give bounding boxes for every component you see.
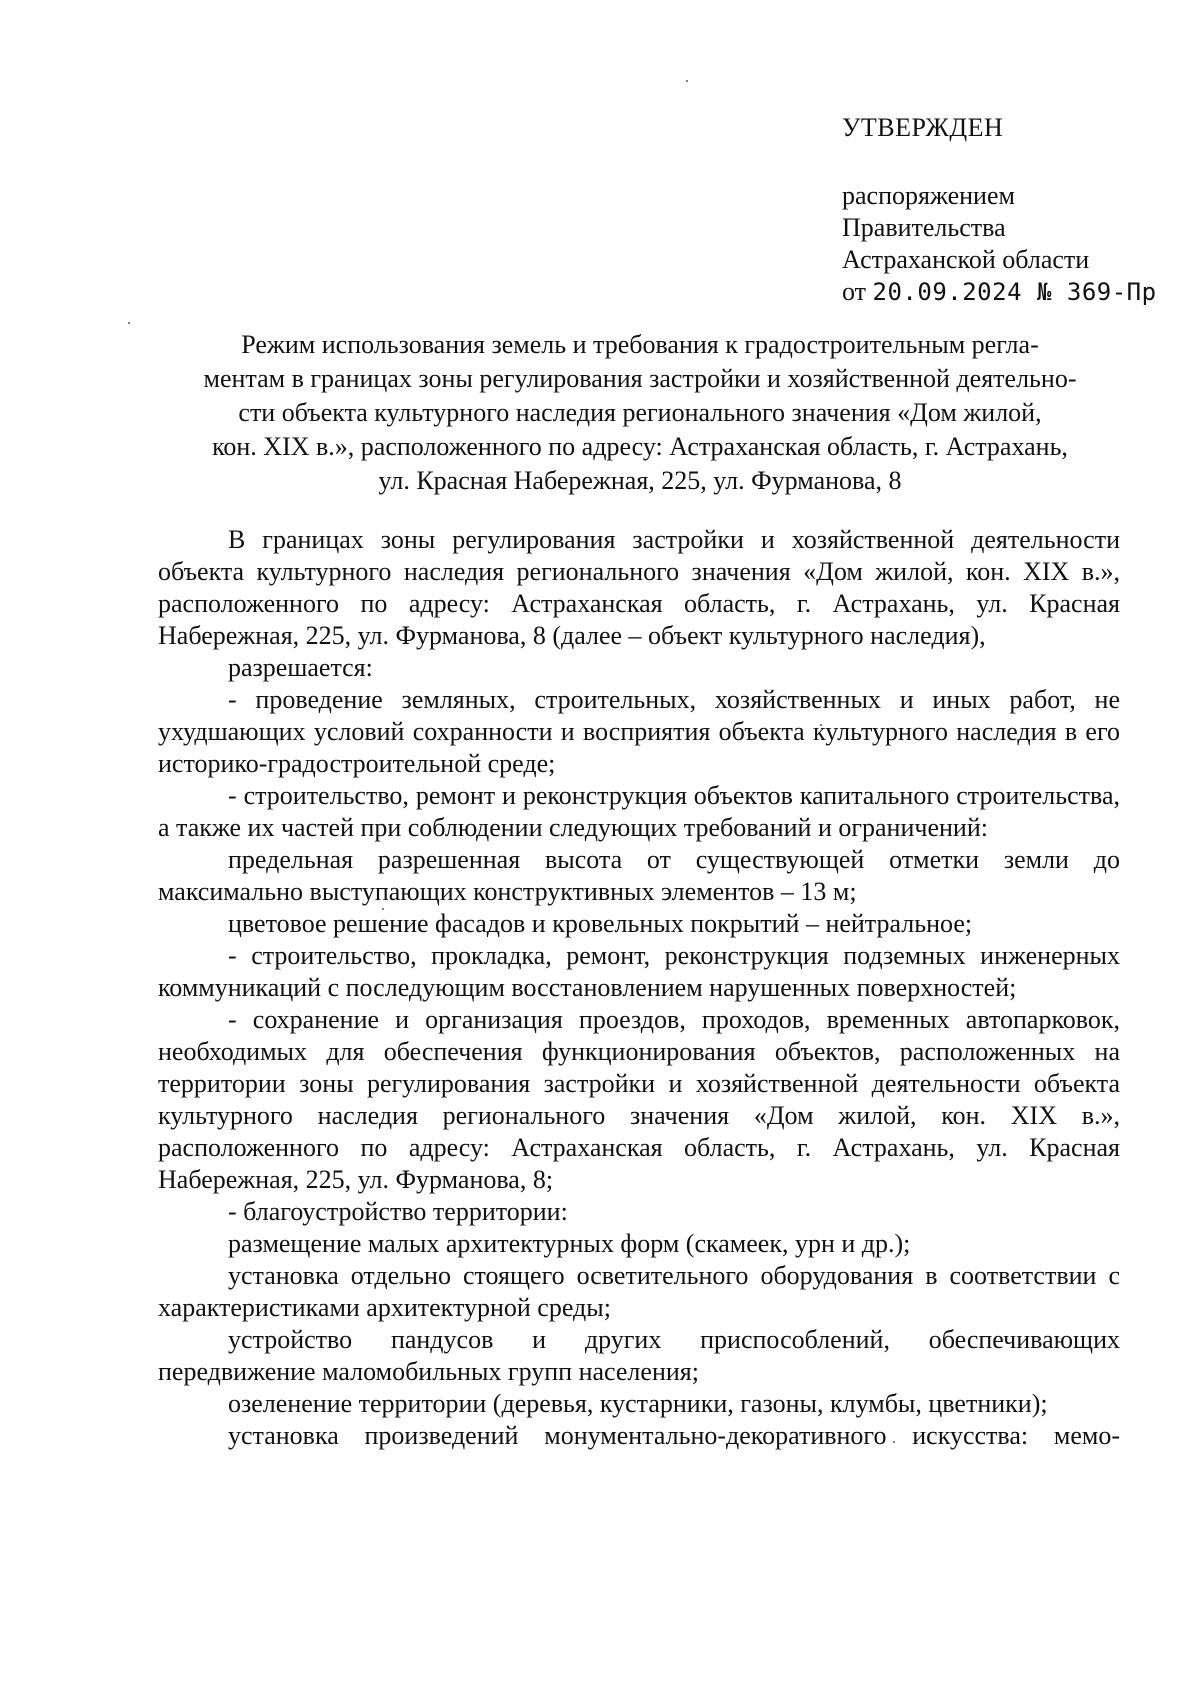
approval-date-prefix: от — [842, 277, 867, 306]
approval-date-value: 20.09.2024 № 369-Пр — [872, 278, 1157, 306]
paragraph: предельная разрешенная высота от существующей отметки земли до максимально выступающих конструктивных элементов – 13 м; — [158, 845, 1120, 906]
document-body — [158, 524, 1120, 1452]
title-line: Режим использования земель и требования к градостроительным регла- — [241, 330, 1039, 359]
approval-date — [842, 276, 1182, 308]
paragraph: - благоустройство территории: — [228, 1197, 568, 1226]
paragraph: озеленение территории (деревья, кустарники, газоны, клумбы, цветники); — [228, 1389, 1048, 1418]
paragraph: - проведение земляных, строительных, хозяйственных и иных работ, не ухудшающих условий сохранности и восприятия объекта культурного наследия в его историко-градостроительной среде; — [158, 685, 1120, 778]
approval-line: распоряжением — [842, 181, 1015, 210]
paragraph: - сохранение и организация проездов, проходов, временных автопарковок, необходимых для обеспечения функционирования объектов, расположенных на территории зоны регулирования застройки и хозяйственной деятельности объекта культурного наследия регионального значения «Дом жилой, кон. XIX в.», расположенного по адресу: Астраханская область, г. Астрахань, ул. Красная Набережная, 225, ул. Фурманова, 8; — [158, 1005, 1120, 1194]
paragraph: - строительство, ремонт и реконструкция объектов капитального строительства, а также их частей при соблюдении следующих требований и ограничений: — [158, 781, 1120, 842]
title-line: кон. XIX в.», расположенного по адресу: Астраханская область, г. Астрахань, — [212, 432, 1068, 461]
document-title — [160, 328, 1120, 498]
paragraph: В границах зоны регулирования застройки и хозяйственной деятельности объекта культурного наследия регионального значения «Дом жилой, кон. XIX в.», расположенного по адресу: Астраханская область, г. Астрахань, ул. Красная Набережная, 225, ул. Фурманова, 8 (далее – объект культурного наследия), — [158, 525, 1120, 650]
paragraph: цветовое решение фасадов и кровельных покрытий – нейтральное; — [228, 909, 973, 938]
approval-line: Астраханской области — [842, 245, 1090, 274]
title-line: ментам в границах зоны регулирования застройки и хозяйственной деятельно- — [203, 364, 1077, 393]
paragraph: разрешается: — [228, 653, 373, 682]
approval-heading: УТВЕРЖДЕН — [842, 113, 1004, 142]
paragraph: - строительство, прокладка, ремонт, реконструкция подземных инженерных коммуникаций с последующим восстановлением нарушенных поверхностей; — [158, 941, 1120, 1002]
paragraph: установка произведений монументально-декоративного искусства: мемо- — [228, 1421, 1120, 1450]
approval-line: Правительства — [842, 213, 1006, 242]
approval-block — [842, 112, 1182, 308]
paragraph: установка отдельно стоящего осветительного оборудования в соответствии с характеристиками архитектурной среды; — [158, 1261, 1120, 1322]
paragraph: размещение малых архитектурных форм (скамеек, урн и др.); — [228, 1229, 911, 1258]
title-line: сти объекта культурного наследия регионального значения «Дом жилой, — [238, 398, 1042, 427]
scan-speck — [128, 322, 130, 324]
paragraph: устройство пандусов и других приспособлений, обеспечивающих передвижение маломобильных групп населения; — [158, 1325, 1120, 1386]
scan-speck — [686, 80, 688, 82]
title-line: ул. Красная Набережная, 225, ул. Фурманова, 8 — [378, 466, 902, 495]
